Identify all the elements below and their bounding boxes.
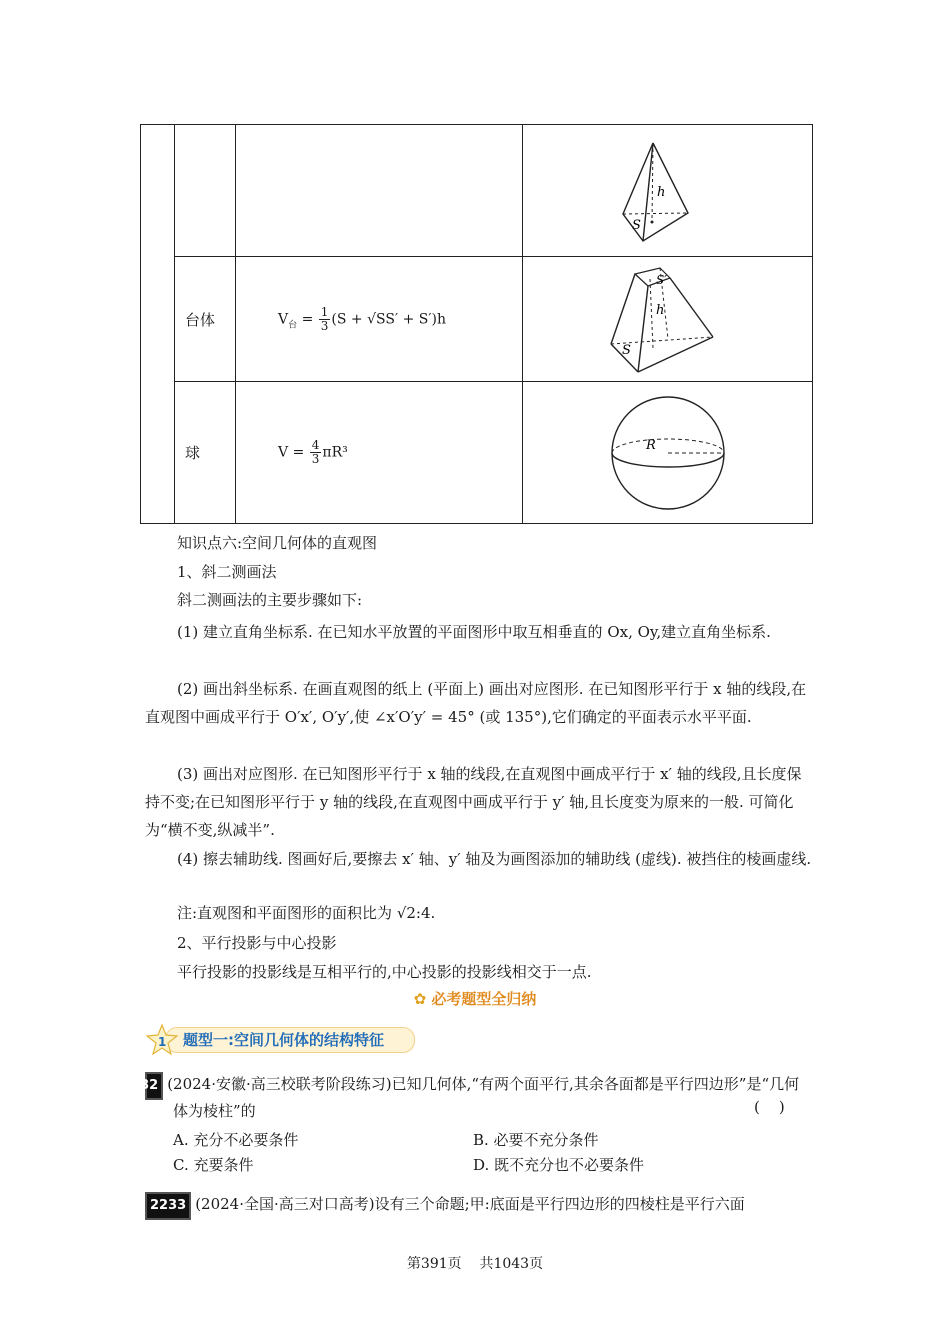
frustum-figure — [608, 264, 728, 374]
type-title — [145, 1024, 415, 1056]
frustum-figure-cell — [523, 257, 813, 382]
type-num: 1 — [158, 1035, 167, 1049]
formula-sub: 台 — [288, 319, 298, 330]
volume-table — [140, 124, 813, 524]
question-number: 2233 — [145, 1192, 191, 1220]
question-text: (2024·安徽·高三校联考阶段练习)已知几何体,“有两个面平行,其余各面都是平行四边形”是“几何体为棱柱”的 — [167, 1075, 800, 1120]
table-row — [141, 257, 813, 382]
table-left-cell — [141, 125, 175, 524]
flower-icon: ✿ — [413, 990, 427, 1008]
note-text: 注:直观图和平面图形的面积比为 √2:4. — [177, 904, 436, 922]
sphere-figure-cell — [523, 382, 813, 524]
row-label: 球 — [175, 382, 236, 524]
question-number: 2232 — [145, 1072, 163, 1100]
section-banner — [0, 988, 950, 1009]
knowledge-title: 知识点六:空间几何体的直观图 — [177, 534, 378, 552]
pyramid-h-label: h — [656, 184, 665, 200]
sphere-formula — [236, 382, 523, 524]
table-row — [141, 382, 813, 524]
formula-v: V — [278, 444, 289, 461]
option-b[interactable]: B. 必要不充分条件 — [473, 1131, 599, 1149]
intro-text: 斜二测画法的主要步骤如下: — [177, 591, 363, 609]
row-label: 台体 — [175, 257, 236, 382]
star-badge-icon — [145, 1024, 179, 1056]
formula-eq: = — [288, 444, 309, 461]
frustum-h-label: h — [655, 303, 664, 318]
step-1: (1) 建立直角坐标系. 在已知水平放置的平面图形中取互相垂直的 Ox, Oy,建立直角坐标系. — [177, 623, 771, 641]
page-footer: 第391页 共1043页 — [406, 1256, 544, 1272]
frac-den: 3 — [311, 452, 320, 466]
frustum-stop-label: S′ — [655, 273, 667, 287]
frac-num: 4 — [311, 438, 320, 452]
formula-body: (S + √SS′ + S′)h — [331, 311, 447, 327]
step-2: (2) 画出斜坐标系. 在画直观图的纸上 (平面上) 画出对应图形. 在已知图形平行于 x 轴的线段,在直观图中画成平行于 O′x′, O′y′,使 ∠x′O′y′ = 45° (或 135°),它们确定的平面表示水平平面. — [145, 680, 807, 726]
frac-den: 3 — [320, 318, 329, 333]
question-2232 — [122, 1072, 812, 1122]
pyramid-figure-cell — [523, 125, 813, 257]
pyramid-figure — [618, 136, 718, 246]
step-4: (4) 擦去辅助线. 图画好后,要擦去 x′ 轴、y′ 轴及为画图添加的辅助线 (虚线). 被挡住的棱画虚线. — [177, 850, 812, 868]
row-label — [175, 125, 236, 257]
sphere-r-label: R — [645, 437, 656, 453]
question-2233 — [145, 1192, 812, 1220]
sub-heading-2: 2、平行投影与中心投影 — [177, 934, 337, 952]
formula-fraction — [310, 439, 322, 466]
table-row — [141, 125, 813, 257]
formula-body: πR³ — [322, 444, 348, 461]
type-title-text: 题型一:空间几何体的结构特征 — [183, 1031, 384, 1049]
option-c[interactable]: C. 充要条件 — [173, 1156, 254, 1174]
banner-text: 必考题型全归纳 — [431, 990, 537, 1008]
frac-num: 1 — [320, 304, 329, 319]
sphere-figure — [608, 393, 728, 513]
frustum-sbot-label: S — [621, 343, 631, 358]
formula-fraction — [319, 306, 331, 333]
frustum-formula — [236, 257, 523, 382]
question-text: (2024·全国·高三对口高考)设有三个命题;甲:底面是平行四边形的四棱柱是平行六面 — [195, 1195, 745, 1213]
answer-blank: ( ) — [754, 1098, 785, 1116]
formula-v: V — [278, 311, 289, 327]
formula-eq: = — [297, 311, 318, 327]
step-3: (3) 画出对应图形. 在已知图形平行于 x 轴的线段,在直观图中画成平行于 x′ 轴的线段,且长度保持不变;在已知图形平行于 y 轴的线段,在直观图中画成平行于 y′ 轴,且长度变为原来的一般. 可简化为“横不变,纵减半”. — [145, 765, 802, 839]
option-d[interactable]: D. 既不充分也不必要条件 — [473, 1156, 645, 1174]
pyramid-s-label: S — [631, 217, 641, 233]
row-formula — [236, 125, 523, 257]
option-a[interactable]: A. 充分不必要条件 — [173, 1131, 299, 1149]
sub-heading-1: 1、斜二测画法 — [177, 563, 277, 581]
projection-text: 平行投影的投影线是互相平行的,中心投影的投影线相交于一点. — [177, 963, 592, 981]
